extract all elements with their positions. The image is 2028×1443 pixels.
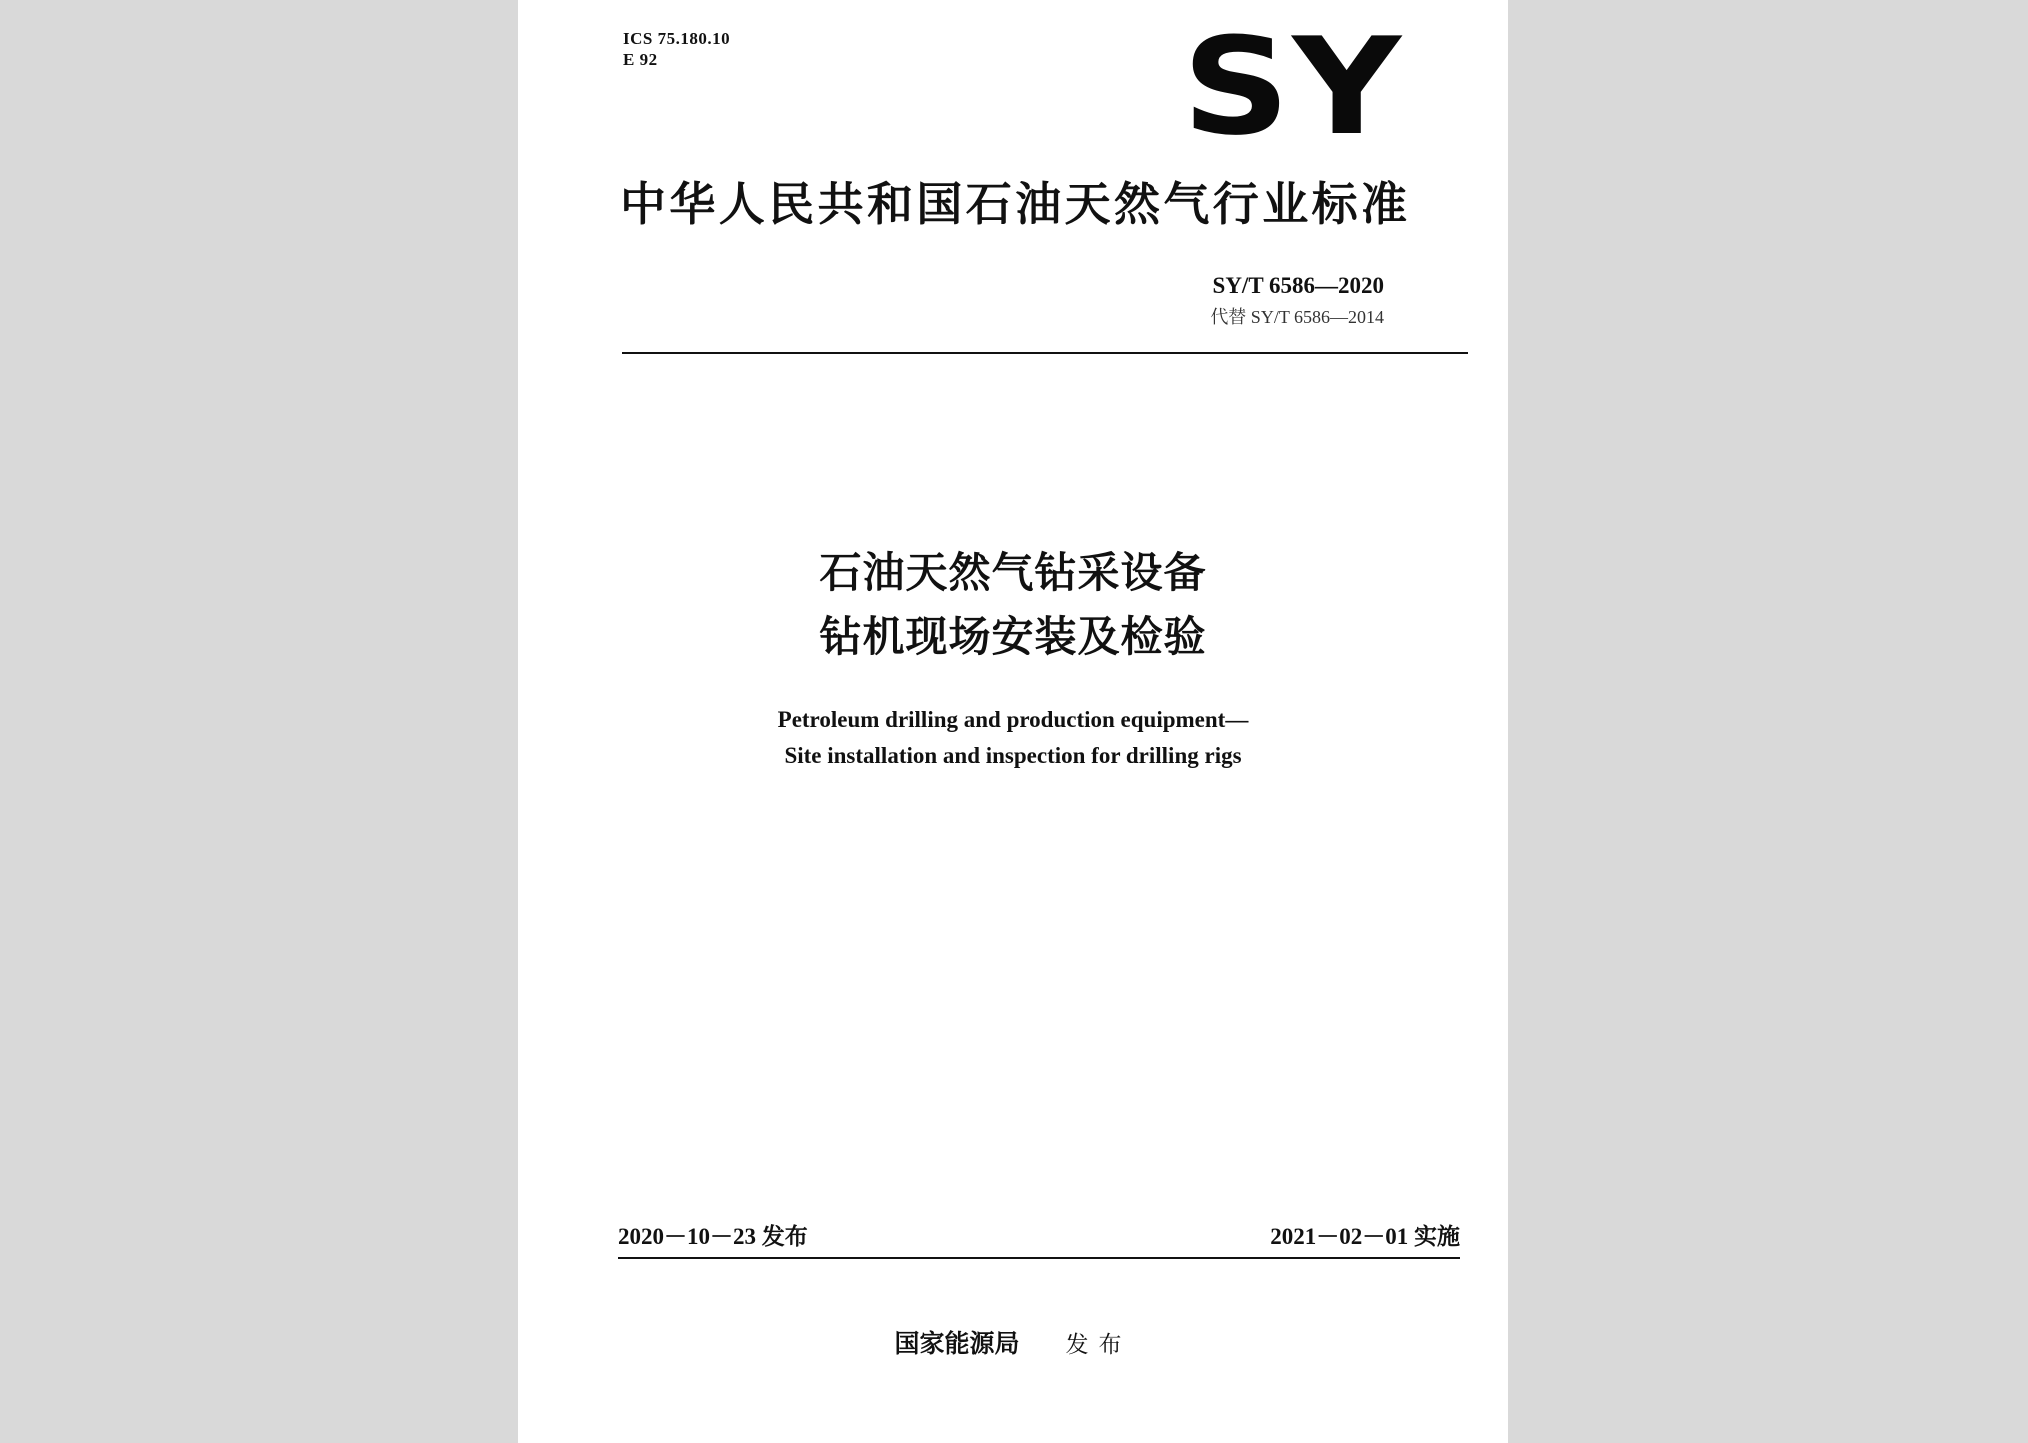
classification-codes bbox=[623, 28, 730, 70]
document-page bbox=[518, 0, 1508, 1443]
publisher-name: 国家能源局 bbox=[894, 1329, 1020, 1358]
standard-code: SY/T 6586—2020 bbox=[1212, 273, 1384, 298]
chinese-title-line-2: 钻机现场安装及检验 bbox=[819, 612, 1207, 661]
english-title-line-2: Site installation and inspection for drilling rigs bbox=[784, 743, 1242, 768]
implementation-date: 2021－02－01 实施 bbox=[1270, 1224, 1460, 1249]
sy-logo: SY bbox=[1182, 9, 1404, 165]
ics-code: ICS 75.180.10 bbox=[623, 29, 731, 48]
issue-date: 2020－10－23 发布 bbox=[618, 1224, 808, 1249]
ccs-code: E 92 bbox=[623, 50, 658, 69]
publisher-line bbox=[518, 1328, 1508, 1361]
top-divider bbox=[622, 352, 1468, 354]
publisher-action: 发布 bbox=[1065, 1332, 1132, 1358]
bottom-divider bbox=[618, 1257, 1460, 1259]
chinese-title-line-1: 石油天然气钻采设备 bbox=[819, 548, 1207, 597]
replaces-standard: 代替 SY/T 6586—2014 bbox=[1210, 307, 1384, 327]
standard-category-title: 中华人民共和国石油天然气行业标准 bbox=[620, 177, 1411, 231]
english-title-line-1: Petroleum drilling and production equipment— bbox=[777, 707, 1249, 732]
